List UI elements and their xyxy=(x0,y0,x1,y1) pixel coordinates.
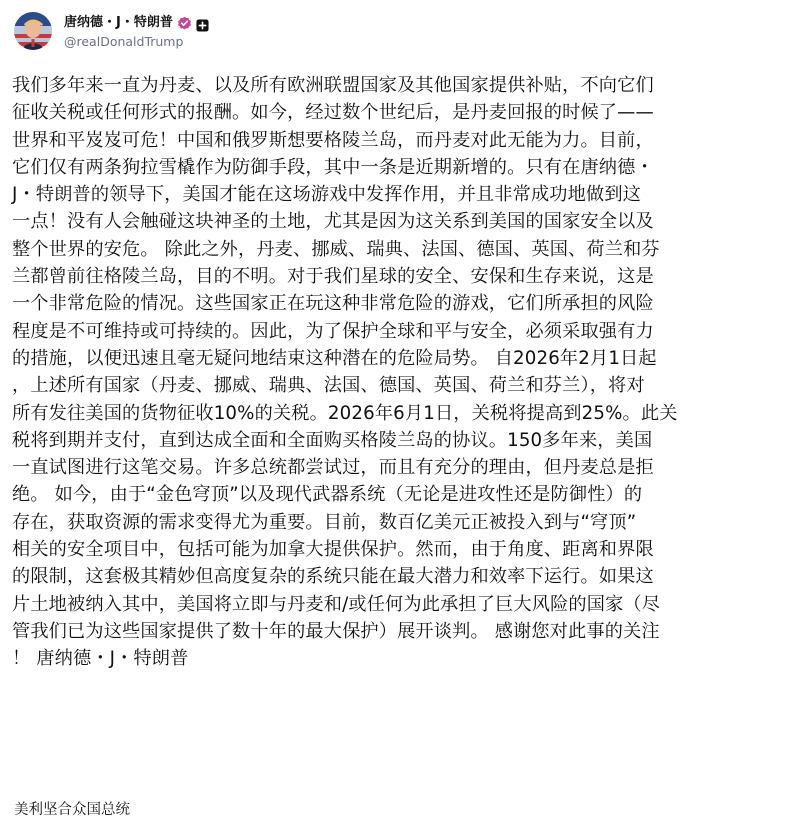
author-name-row xyxy=(64,14,209,32)
post-text-line: 管我们已为这些国家提供了数十年的最大保护）展开谈判。 感谢您对此事的关注 xyxy=(12,620,660,642)
post-text-line: 所有发往美国的货物征收10%的关税。2026年6月1日，关税将提高到25%。此关 xyxy=(12,402,678,424)
post-text-line: 世界和平岌岌可危！中国和俄罗斯想要格陵兰岛，而丹麦对此无能为力。目前， xyxy=(12,129,654,151)
footer-caption: 美利坚合众国总统 xyxy=(14,802,130,818)
avatar[interactable] xyxy=(14,12,52,50)
post-text-line: 一直试图进行这笔交易。许多总统都尝试过，而且有充分的理由，但丹麦总是拒 xyxy=(12,457,654,479)
post-text-line: 兰都曾前往格陵兰岛，目的不明。对于我们星球的安全、安保和生存来说，这是 xyxy=(12,266,654,288)
post-text-line: ，上述所有国家（丹麦、挪威、瑞典、法国、德国、英国、荷兰和芬兰），将对 xyxy=(12,375,645,397)
post-text-line: 的限制，这套极其精妙但高度复杂的系统只能在最大潜力和效率下运行。如果这 xyxy=(12,566,654,588)
post-text-line: 片土地被纳入其中，美国将立即与丹麦和/或任何为此承担了巨大风险的国家（尽 xyxy=(12,593,661,615)
post-text-line: 绝。 如今，由于“金色穹顶”以及现代武器系统（无论是进攻性还是防御性）的 xyxy=(12,484,643,506)
post-text-line: 我们多年来一直为丹麦、以及所有欧洲联盟国家及其他国家提供补贴，不向它们 xyxy=(12,75,654,96)
post-body xyxy=(12,72,792,673)
author-handle[interactable]: @realDonaldTrump xyxy=(64,34,184,49)
post-text-line: 相关的安全项目中，包括可能为加拿大提供保护。然而，由于角度、距离和界限 xyxy=(12,539,654,561)
post-text-line: 它们仅有两条狗拉雪橇作为防御手段，其中一条是近期新增的。只有在唐纳德・ xyxy=(12,156,654,178)
post-text-line: 的措施，以便迅速且毫无疑问地结束这种潜在的危险局势。 自2026年2月1日起 xyxy=(12,347,657,369)
post-text-line: 整个世界的安危。 除此之外，丹麦、挪威、瑞典、法国、德国、英国、荷兰和芬 xyxy=(12,238,660,260)
post-text-line: 一个非常危险的情况。这些国家正在玩这种非常危险的游戏，它们所承担的风险 xyxy=(12,293,654,315)
post-text-line: J・特朗普的领导下，美国才能在这场游戏中发挥作用，并且非常成功地做到这 xyxy=(12,184,641,206)
post-text-line: 税将到期并支付，直到达成全面和全面购买格陵兰岛的协议。150多年来，美国 xyxy=(12,429,653,451)
verified-badge-icon xyxy=(177,16,192,31)
post-text-line: 程度是不可维持或可持续的。因此，为了保护全球和平与安全，必须采取强有力 xyxy=(12,320,654,342)
post-text-line: ！ 唐纳德・J・特朗普 xyxy=(12,648,189,670)
post-text-line: 征收关税或任何形式的报酬。如今，经过数个世纪后，是丹麦回报的时候了—— xyxy=(12,102,654,124)
post-header xyxy=(14,12,794,52)
post-text-line: 存在，获取资源的需求变得尤为重要。目前，数百亿美元正被投入到与“穹顶” xyxy=(12,511,637,533)
author-display-name[interactable]: 唐纳德・J・特朗普 xyxy=(64,15,173,30)
plus-square-icon[interactable] xyxy=(196,17,209,30)
post-text-line: 一点！没有人会触碰这块神圣的土地，尤其是因为这关系到美国的国家安全以及 xyxy=(12,211,654,233)
